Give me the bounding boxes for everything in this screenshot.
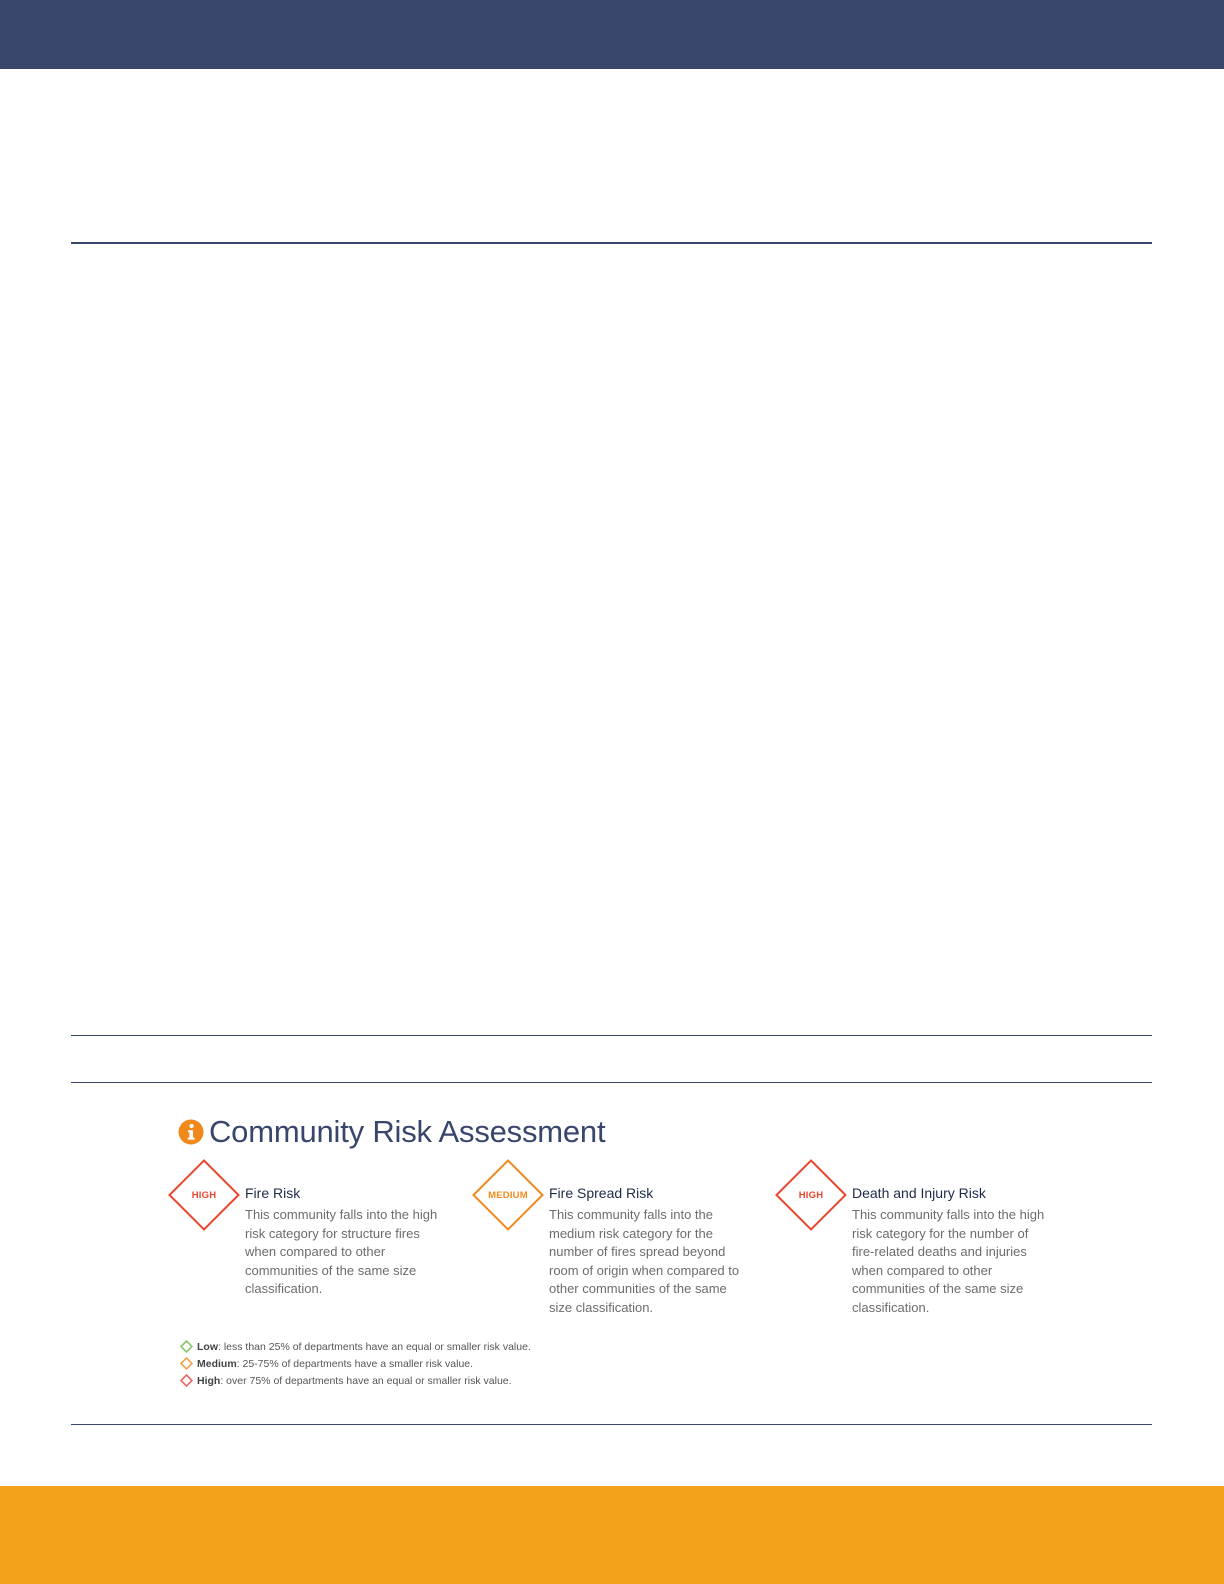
divider-section-lower — [71, 1082, 1152, 1083]
risk-description: This community falls into the medium risk category for the number of fires spread beyond room of origin when compared to other communities of the same size classification. — [549, 1207, 740, 1315]
risk-description: This community falls into the high risk category for the number of fire-related deaths and injuries when compared to other communities of the same size classification. — [852, 1207, 1045, 1315]
legend-text: : over 75% of departments have an equal or smaller risk value. — [220, 1374, 512, 1387]
risk-name: Fire Risk — [245, 1185, 301, 1201]
risk-card-fire-spread — [472, 1159, 762, 1334]
risk-name: Death and Injury Risk — [852, 1185, 986, 1201]
legend-term: Low — [197, 1340, 218, 1353]
diamond-icon — [180, 1374, 193, 1387]
top-banner — [0, 0, 1224, 69]
risk-card-death-injury — [775, 1159, 1065, 1334]
section-title: Community Risk Assessment — [209, 1114, 606, 1149]
divider-top — [71, 242, 1152, 244]
risk-level-diamond — [775, 1159, 847, 1231]
risk-level-label: HIGH — [798, 1189, 824, 1201]
risk-level-diamond — [168, 1159, 240, 1231]
section-header — [178, 1114, 605, 1150]
diamond-icon — [180, 1357, 193, 1370]
risk-description: This community falls into the high risk category for structure fires when compared to other communities of the same size classification. — [245, 1207, 438, 1296]
legend-term: High — [197, 1374, 221, 1387]
diamond-icon — [180, 1340, 193, 1353]
legend-term: Medium — [197, 1357, 237, 1370]
divider-section-upper — [71, 1035, 1152, 1036]
legend-item-high — [180, 1372, 531, 1389]
risk-level-label: MEDIUM — [488, 1189, 528, 1201]
risk-legend — [180, 1338, 531, 1389]
divider-bottom — [71, 1424, 1152, 1425]
info-icon — [178, 1119, 204, 1145]
risk-level-label: HIGH — [191, 1189, 217, 1201]
legend-item-medium — [180, 1355, 531, 1372]
legend-item-low — [180, 1338, 531, 1355]
legend-text: : 25-75% of departments have a smaller risk value. — [236, 1357, 474, 1370]
risk-card-fire — [168, 1159, 458, 1334]
risk-name: Fire Spread Risk — [549, 1185, 654, 1201]
risk-level-diamond — [472, 1159, 544, 1231]
bottom-banner — [0, 1486, 1224, 1584]
legend-text: : less than 25% of departments have an equal or smaller risk value. — [218, 1340, 531, 1353]
